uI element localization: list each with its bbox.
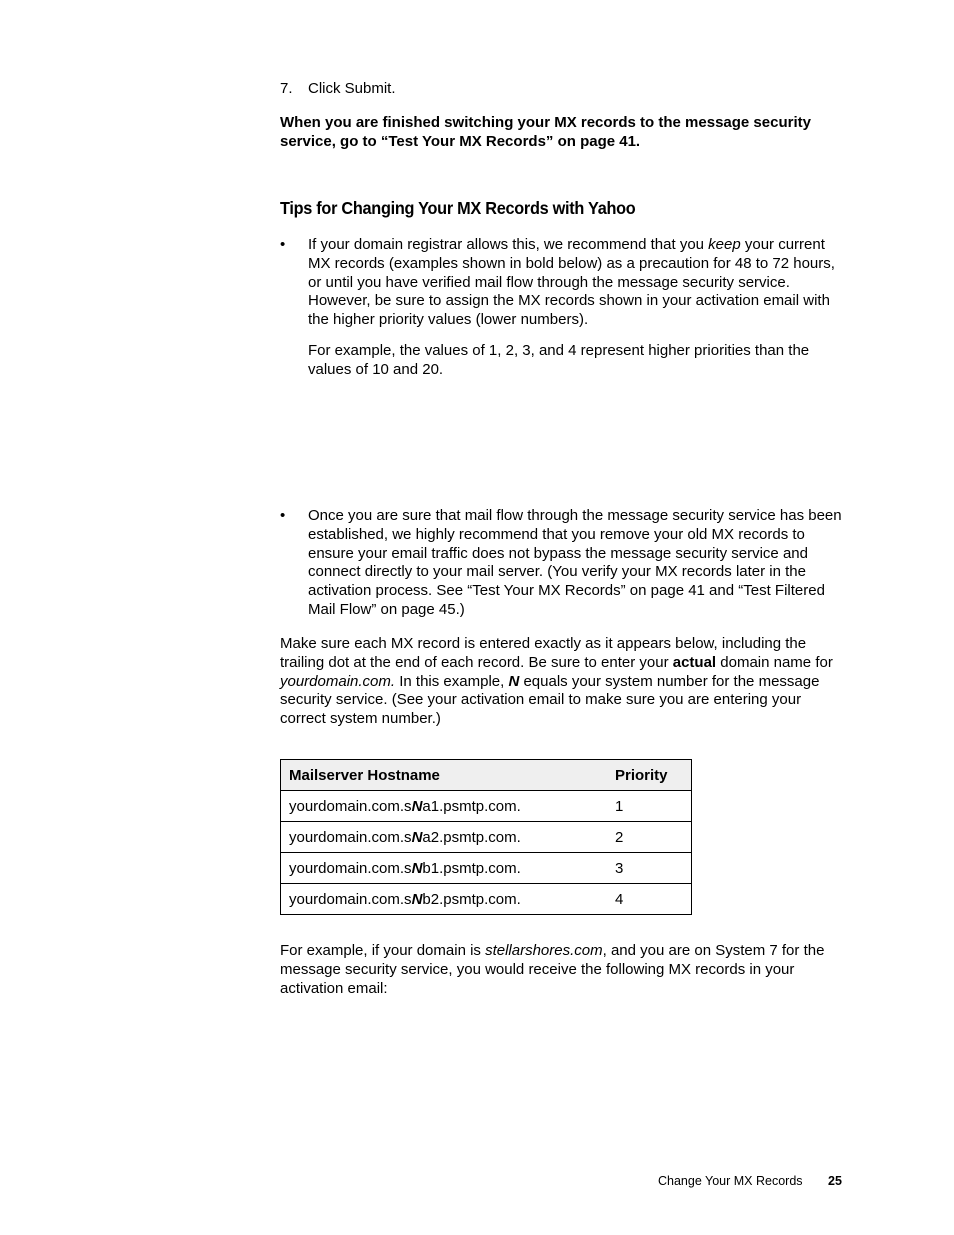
step-text: Click Submit. — [308, 80, 396, 97]
bullet-marker: • — [280, 236, 286, 253]
priority-cell: 1 — [611, 791, 692, 822]
section-title: Tips for Changing Your MX Records with Yahoo — [280, 198, 636, 218]
instruction-note: When you are finished switching your MX records to the message security service, go to “Test Your MX Records” on page 41. — [280, 114, 811, 150]
page-number: 25 — [828, 1174, 842, 1188]
priority-cell: 3 — [611, 853, 692, 884]
table-row — [281, 884, 692, 915]
hostname-cell: yourdomain.com.sNa2.psmtp.com. — [281, 822, 612, 853]
bullet-1-text: If your domain registrar allows this, we recommend that you keep your current MX records (examples shown in bold below) as a precaution for 48 to 72 hours, or until you have verified mail flow through the message security service. However, be sure to assign the MX records shown in your activation email with the higher priority values (lower numbers). — [308, 236, 835, 329]
hostname-cell: yourdomain.com.sNa1.psmtp.com. — [281, 791, 612, 822]
mx-records-table — [280, 759, 692, 915]
hostname-cell: yourdomain.com.sNb1.psmtp.com. — [281, 853, 612, 884]
header-hostname: Mailserver Hostname — [281, 760, 612, 791]
bullet-1-example: For example, the values of 1, 2, 3, and 4 represent higher priorities than the values of 10 and 20. — [308, 342, 810, 378]
bullet-2-text: Once you are sure that mail flow through the message security service has been established, we highly recommend that you remove your old MX records to ensure your email traffic does not bypass the message security service and connect directly to your mail server. (You verify your MX records later in the activation process. See “Test Your MX Records” on page 41 and “Test Filtered Mail Flow” on page 45.) — [308, 507, 842, 618]
footer-label: Change Your MX Records — [658, 1174, 803, 1188]
priority-cell: 2 — [611, 822, 692, 853]
table-row — [281, 822, 692, 853]
bullet-marker: • — [280, 507, 286, 524]
priority-cell: 4 — [611, 884, 692, 915]
header-priority: Priority — [611, 760, 692, 791]
table-row — [281, 853, 692, 884]
example-paragraph: For example, if your domain is stellarshores.com, and you are on System 7 for the message security service, you would receive the following MX records in your activation email: — [280, 942, 825, 997]
mx-instructions-paragraph: Make sure each MX record is entered exactly as it appears below, including the trailing dot at the end of each record. Be sure to enter your actual domain name for yourdomain.com. In this example, N equals your system number for the message security service. (See your activation email to make sure you are entering your correct system number.) — [280, 635, 833, 728]
step-number: 7. — [280, 80, 293, 97]
table-row — [281, 791, 692, 822]
table-header-row — [281, 760, 692, 791]
hostname-cell: yourdomain.com.sNb2.psmtp.com. — [281, 884, 612, 915]
